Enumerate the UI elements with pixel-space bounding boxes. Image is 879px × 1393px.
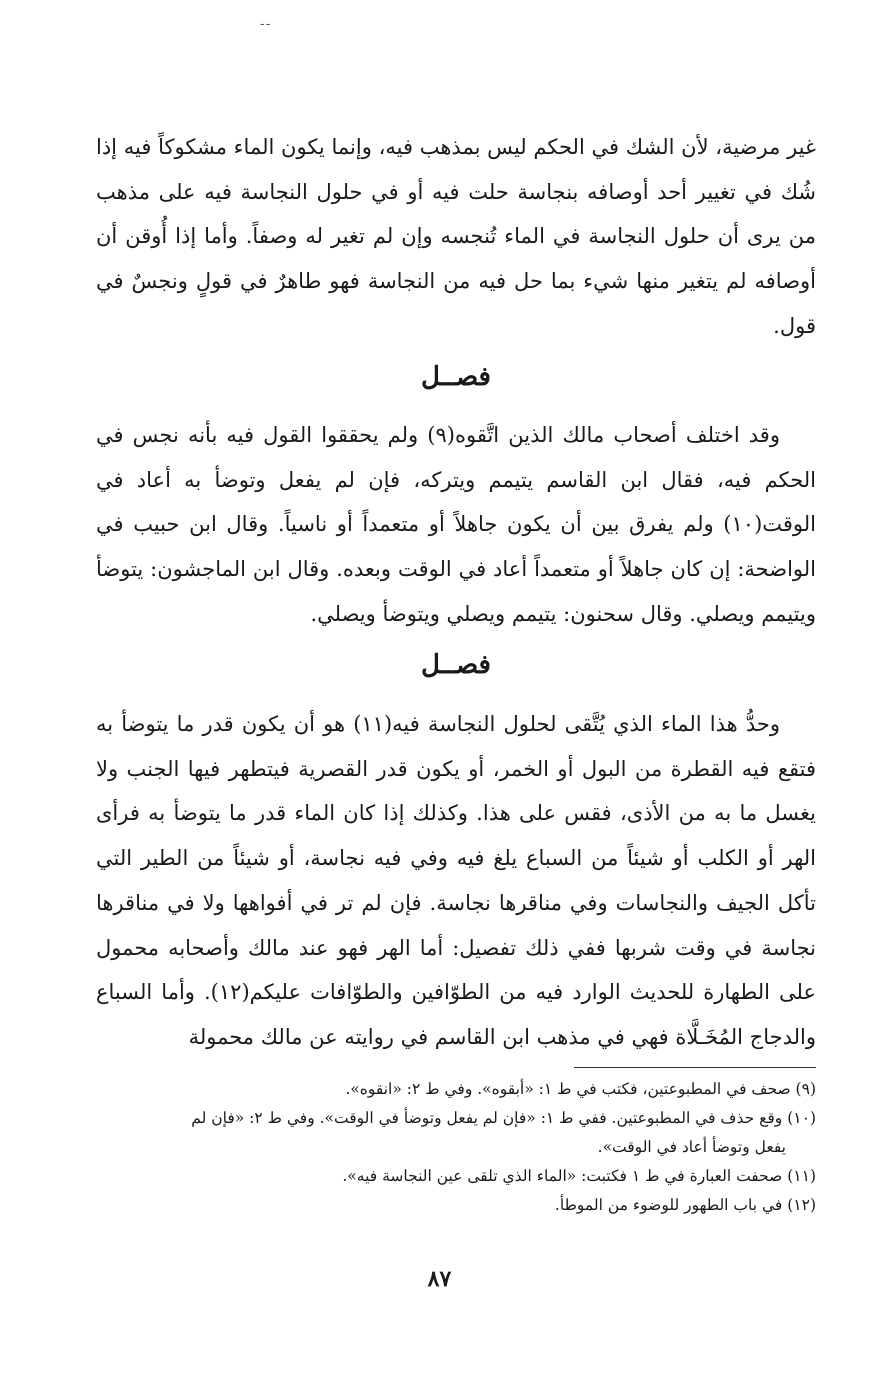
footnote-11: (١١) صحفت العبارة في ط ١ فكتبت: «الماء الذي تلقى عين النجاسة فيه». <box>342 1167 816 1185</box>
footnote-10-continuation: يفعل وتوضأ أعاد في الوقت». <box>597 1138 786 1156</box>
section-heading-2: فصــل <box>421 650 491 680</box>
footnotes <box>96 1075 816 1220</box>
footnote-divider <box>574 1067 816 1068</box>
page-number: ٨٧ <box>427 1266 452 1292</box>
footnote-9: (٩) صحف في المطبوعتين، فكتب في ط ١: «أبقوه». وفي ط ٢: «انقوه». <box>345 1080 816 1098</box>
footnote-12: (١٢) في باب الطهور للوضوء من الموطأ. <box>554 1196 816 1214</box>
section-heading-1: فصــل <box>421 362 491 392</box>
paragraph-2: وقد اختلف أصحاب مالك الذين اتَّقوه(٩) ولم يحققوا القول فيه بأنه نجس في الحكم فيه، فقال ابن القاسم يتيمم ويتركه، فإن لم يفعل وتوضأ به أعاد في الوقت(١٠) ولم يفرق بين أن يكون جاهلاً أو متعمداً أو ناسياً. وقال ابن حبيب في الواضحة: إن كان جاهلاً أو متعمداً أعاد في الوقت وبعده. وقال ابن الماجشون: يتوضأ ويتيمم ويصلي. وقال سحنون: يتيمم ويصلي ويتوضأ ويصلي. <box>96 423 816 626</box>
paragraph-3: وحدُّ هذا الماء الذي يُتَّقى لحلول النجاسة فيه(١١) هو أن يكون قدر ما يتوضأ به فتقع فيه القطرة من البول أو الخمر، أو يكون قدر القصرية فيتطهر فيها الجنب ولا يغسل ما به من الأذى، فقس على هذا. وكذلك إذا كان الماء قدر ما يتوضأ به فرأى الهر أو الكلب أو شيئاً من السباع يلغ فيه وفي فيه نجاسة، أو شيئاً من الطير التي تأكل الجيف والنجاسات وفي مناقرها نجاسة. فإن لم تر في أفواهها ولا في مناقرها نجاسة في وقت شربها ففي ذلك تفصيل: أما الهر فهو عند مالك وأصحابه محمول على الطهارة للحديث الوارد فيه من الطوّافين والطوّافات عليكم(١٢). وأما السباع والدجاج المُخَـلَّاة فهي في مذهب ابن القاسم في روايته عن مالك محمولة <box>96 712 816 1049</box>
footnote-10: (١٠) وقع حذف في المطبوعتين. ففي ط ١: «فإن لم يفعل وتوضأ في الوقت». وفي ط ٢: «فإن لم <box>191 1109 816 1127</box>
header-mark: -- <box>260 16 272 32</box>
paragraph-1: غير مرضية، لأن الشك في الحكم ليس بمذهب فيه، وإنما يكون الماء مشكوكاً فيه إذا شُك في تغيير أحد أوصافه بنجاسة حلت فيه أو في حلول النجاسة فيه على مذهب من يرى أن حلول النجاسة في الماء تُنجسه وإن لم تغير له وصفاً. وأما إذا أُوقن أن أوصافه لم يتغير منها شيء بما حل فيه من النجاسة فهو طاهرٌ في قولٍ ونجسٌ في قول. <box>96 135 816 338</box>
